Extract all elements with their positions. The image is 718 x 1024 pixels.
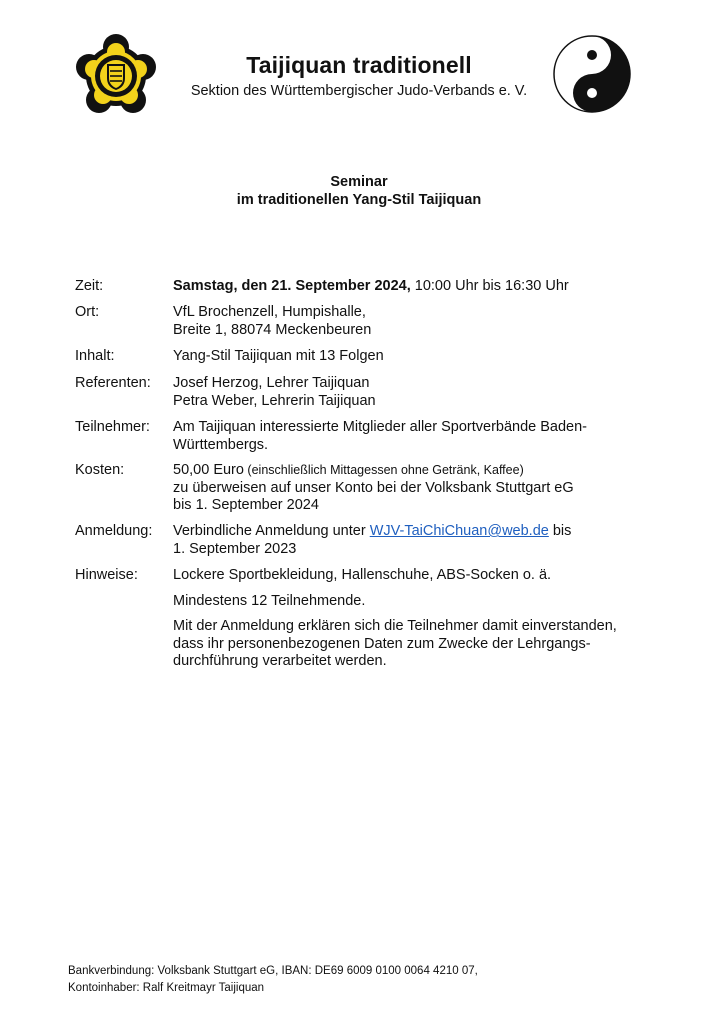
anmeldung-suffix: bis bbox=[548, 523, 572, 539]
anmeldung-deadline: 1. September 2023 bbox=[173, 540, 297, 557]
inhalt-label: Inhalt: bbox=[75, 348, 115, 364]
footer-bank: Bankverbindung: Volksbank Stuttgart eG, IBAN: DE69 6009 0100 0064 4210 07, bbox=[68, 965, 478, 977]
ort-line: VfL Brochenzell, Humpishalle, bbox=[173, 304, 366, 320]
hinweis-line: durchführung verarbeitet werden. bbox=[173, 653, 387, 669]
zeit-time: 10:00 Uhr bis 16:30 Uhr bbox=[410, 278, 569, 294]
ort-value bbox=[173, 304, 653, 339]
teilnehmer-label: Teilnehmer: bbox=[75, 419, 150, 435]
teilnehmer-line: Am Taijiquan interessierte Mitglieder aller Sportverbände Baden- bbox=[173, 419, 588, 435]
anmeldung-value bbox=[173, 523, 653, 558]
hinweis-paragraph: Lockere Sportbekleidung, Hallenschuhe, ABS-Socken o. ä. bbox=[173, 567, 552, 583]
teilnehmer-value bbox=[173, 419, 653, 454]
hinweise-label: Hinweise: bbox=[75, 567, 138, 583]
zeit-date: Samstag, den 21. September 2024, bbox=[173, 278, 411, 294]
hinweise-value bbox=[173, 567, 653, 671]
zeit-label: Zeit: bbox=[75, 278, 104, 294]
ort-line: Breite 1, 88074 Meckenbeuren bbox=[173, 321, 372, 338]
kosten-note: (einschließlich Mittagessen ohne Getränk, Kaffee) bbox=[243, 463, 524, 477]
kosten-line: zu überweisen auf unser Konto bei der Volksbank Stuttgart eG bbox=[173, 479, 574, 496]
referent-line: Josef Herzog, Lehrer Taijiquan bbox=[173, 375, 370, 391]
hinweis-paragraph bbox=[173, 618, 653, 671]
inhalt-value: Yang-Stil Taijiquan mit 13 Folgen bbox=[173, 348, 384, 364]
seminar-subheading: im traditionellen Yang-Stil Taijiquan bbox=[236, 192, 482, 208]
referenten-value bbox=[173, 375, 653, 410]
page-subtitle: Sektion des Württembergischer Judo-Verbands e. V. bbox=[190, 83, 528, 99]
referent-line: Petra Weber, Lehrerin Taijiquan bbox=[173, 392, 376, 409]
referenten-label: Referenten: bbox=[75, 375, 151, 391]
page-title: Taijiquan traditionell bbox=[246, 52, 472, 78]
footer bbox=[68, 963, 478, 997]
anmeldung-prefix: Verbindliche Anmeldung unter bbox=[173, 523, 370, 539]
zeit-value bbox=[173, 278, 653, 296]
hinweis-line: Mit der Anmeldung erklären sich die Teilnehmer damit einverstanden, bbox=[173, 618, 617, 634]
seminar-heading: Seminar bbox=[330, 174, 388, 190]
teilnehmer-line: Württembergs. bbox=[173, 436, 269, 453]
anmeldung-label: Anmeldung: bbox=[75, 523, 153, 539]
kosten-label: Kosten: bbox=[75, 462, 125, 478]
kosten-value bbox=[173, 462, 653, 515]
kosten-amount: 50,00 Euro bbox=[173, 462, 244, 478]
email-link[interactable]: WJV-TaiChiChuan@web.de bbox=[369, 523, 549, 539]
ort-label: Ort: bbox=[75, 304, 100, 320]
kosten-line: bis 1. September 2024 bbox=[173, 497, 319, 513]
footer-holder: Kontoinhaber: Ralf Kreitmayr Taijiquan bbox=[68, 982, 265, 994]
hinweis-paragraph: Mindestens 12 Teilnehmende. bbox=[173, 592, 366, 609]
hinweis-line: dass ihr personenbezogenen Daten zum Zwecke der Lehrgangs- bbox=[173, 635, 591, 652]
